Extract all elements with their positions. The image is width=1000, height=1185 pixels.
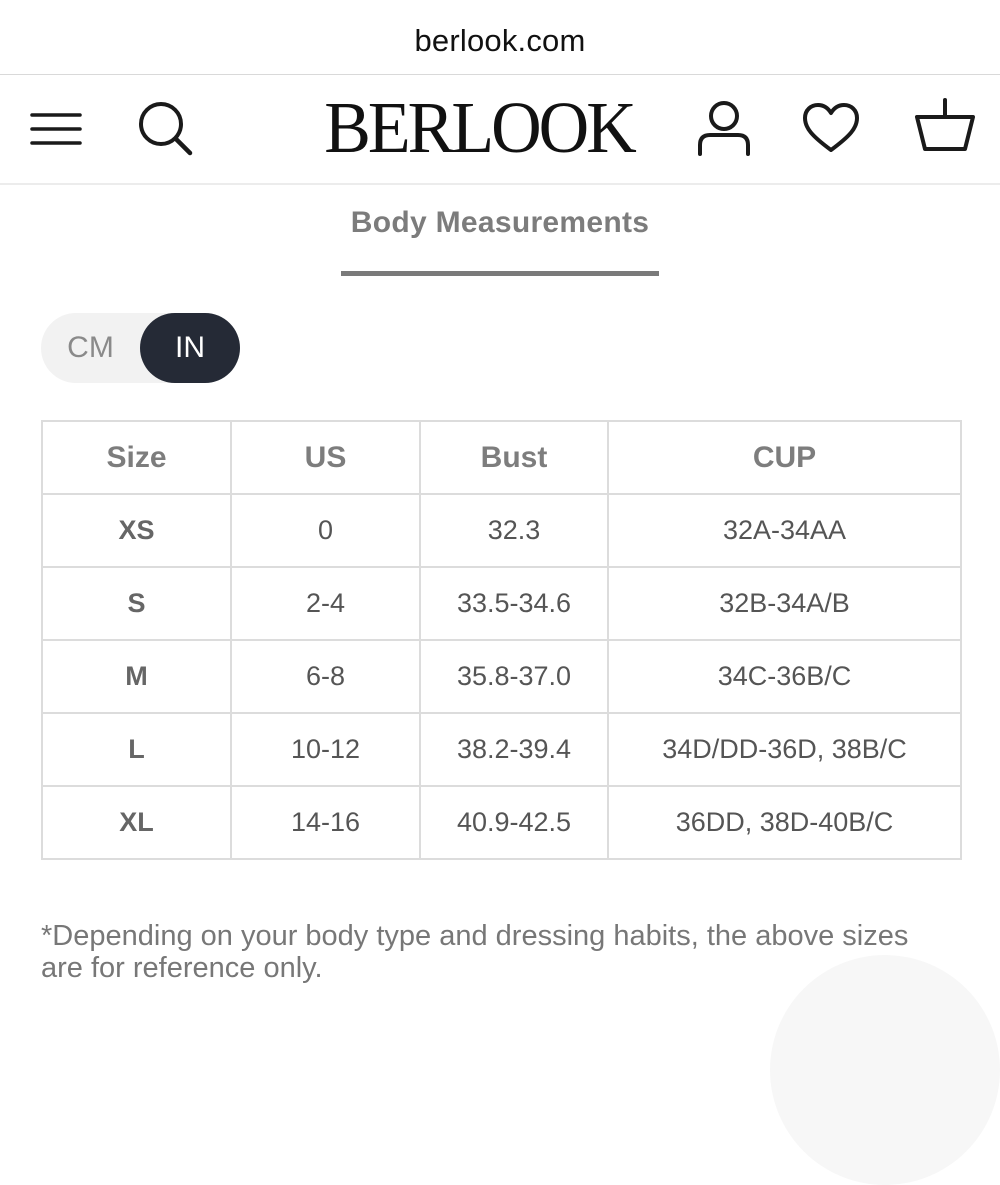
size-cell: L <box>42 713 231 786</box>
us-cell: 6-8 <box>231 640 420 713</box>
account-icon[interactable] <box>696 99 752 157</box>
active-tab-underline <box>341 271 659 276</box>
tab-body-measurements[interactable]: Body Measurements <box>350 206 650 239</box>
cart-icon[interactable] <box>914 97 976 153</box>
us-cell: 2-4 <box>231 567 420 640</box>
size-cell: XS <box>42 494 231 567</box>
table-row <box>42 713 961 786</box>
cup-cell: 34C-36B/C <box>608 640 961 713</box>
decorative-circle <box>770 955 1000 1185</box>
column-header-us: US <box>231 421 420 494</box>
site-header <box>0 75 1000 185</box>
size-cell: XL <box>42 786 231 859</box>
column-header-bust: Bust <box>420 421 608 494</box>
bust-cell: 35.8-37.0 <box>420 640 608 713</box>
table-header-row <box>42 421 961 494</box>
unit-option-in[interactable]: IN <box>140 313 240 383</box>
cup-cell: 36DD, 38D-40B/C <box>608 786 961 859</box>
unit-toggle <box>41 313 240 383</box>
table-row <box>42 567 961 640</box>
bust-cell: 32.3 <box>420 494 608 567</box>
table-row <box>42 640 961 713</box>
table-row <box>42 786 961 859</box>
unit-option-cm[interactable]: CM <box>67 331 114 364</box>
cup-cell: 32B-34A/B <box>608 567 961 640</box>
size-chart-table <box>41 420 962 860</box>
size-cell: S <box>42 567 231 640</box>
url-text: berlook.com <box>414 23 586 58</box>
search-icon[interactable] <box>136 99 196 159</box>
column-header-size: Size <box>42 421 231 494</box>
bust-cell: 38.2-39.4 <box>420 713 608 786</box>
heart-icon[interactable] <box>802 102 860 154</box>
size-cell: M <box>42 640 231 713</box>
us-cell: 14-16 <box>231 786 420 859</box>
us-cell: 0 <box>231 494 420 567</box>
site-logo[interactable]: BERLOOK <box>324 88 634 169</box>
browser-url-bar[interactable] <box>0 0 1000 75</box>
menu-icon[interactable] <box>30 111 82 147</box>
reference-note: *Depending on your body type and dressing habits, the above sizes are for reference only. <box>41 920 909 984</box>
bust-cell: 40.9-42.5 <box>420 786 608 859</box>
cup-cell: 32A-34AA <box>608 494 961 567</box>
us-cell: 10-12 <box>231 713 420 786</box>
table-row <box>42 494 961 567</box>
bust-cell: 33.5-34.6 <box>420 567 608 640</box>
column-header-cup: CUP <box>608 421 961 494</box>
cup-cell: 34D/DD-36D, 38B/C <box>608 713 961 786</box>
